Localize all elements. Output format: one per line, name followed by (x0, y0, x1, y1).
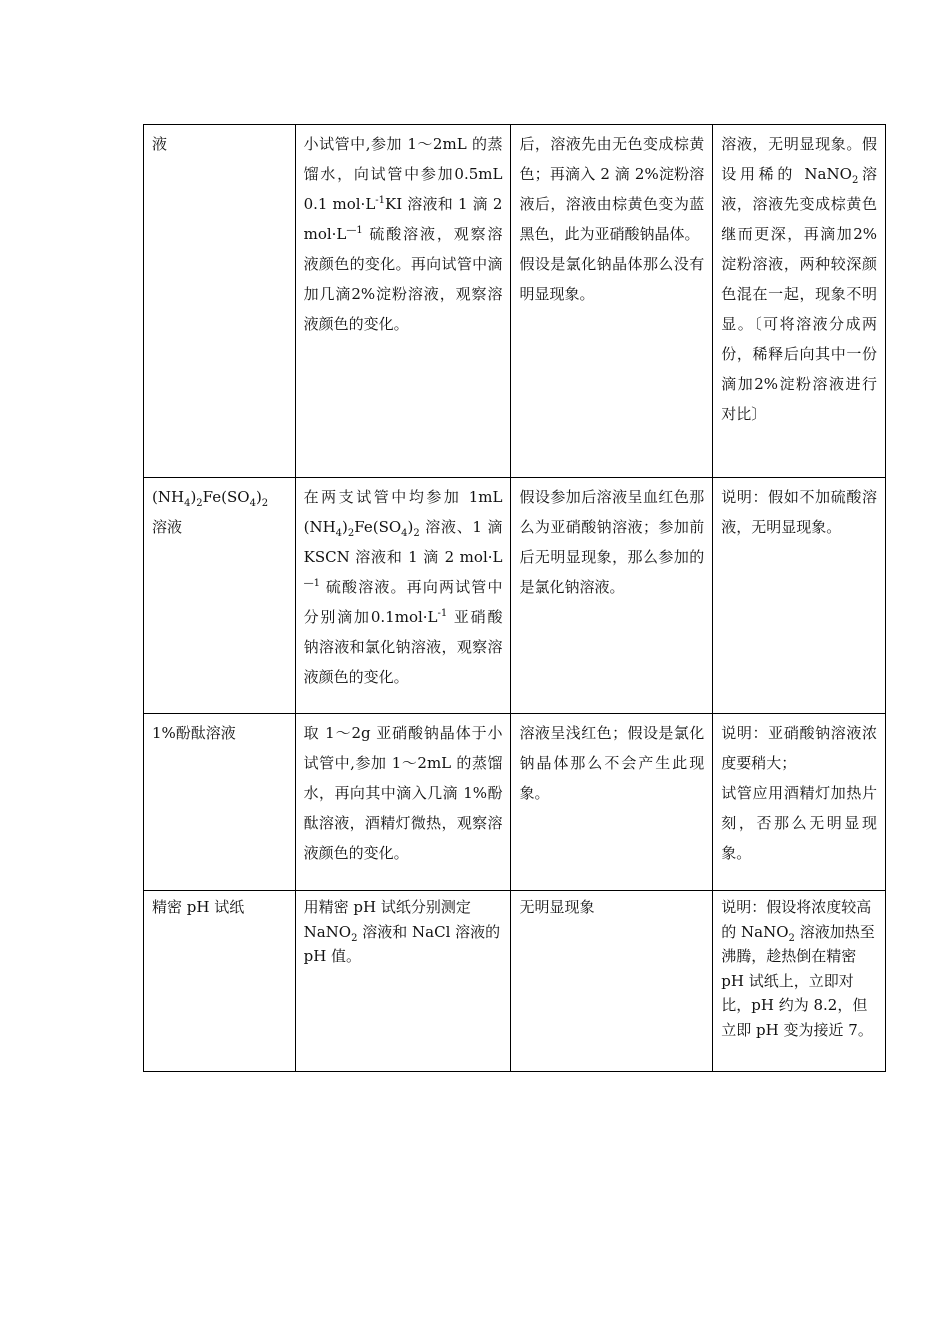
table-row (144, 478, 886, 714)
reagent-cell: 精密 pH 试纸 (144, 891, 296, 1072)
reagent-cell (144, 478, 296, 714)
table-row (144, 891, 886, 1072)
note-cell: 说明：亚硝酸钠溶液浓度要稍大； 试管应用酒精灯加热片刻，否那么无明显现象。 (713, 714, 886, 891)
reagent-cell: 液 (144, 125, 296, 478)
procedure-cell (295, 891, 511, 1072)
procedure-text: 小试管中,参加 1～2mL 的蒸馏水，向试管中参加0.5mL 0.1 $mol\cdot L^{-1}KI$ 溶液和 1 滴 2 $mol\cdot L^{—1}$ 硫酸溶液，观察溶液颜色的变化。再向试管中滴加几滴2%淀粉溶液，观察溶液颜色的变化。 (303, 135, 503, 333)
table-row (144, 125, 886, 478)
phenomenon-cell: 无明显现象 (511, 891, 713, 1072)
experiment-table (143, 124, 886, 1072)
note-cell (713, 125, 886, 478)
procedure-text: 在两支试管中均参加 1mL $(NH_4)_2Fe(SO_4)_2$ 溶液、1 滴 KSCN 溶液和 1 滴 2 $mol\cdot L^{—1}$ 硫酸溶液。再向两试管中分别滴加$0.1mol\cdot L^{-1}$ 亚硝酸钠溶液和氯化钠溶液，观察溶液颜色的变化。 (303, 488, 503, 686)
procedure-text: 用精密 pH 试纸分别测定 NaNO$_2$ 溶液和 NaCl 溶液的 pH 值。 (303, 898, 501, 965)
procedure-cell (295, 125, 511, 478)
procedure-cell: 取 1～2g 亚硝酸钠晶体于小试管中,参加 1～2mL 的蒸馏水，再向其中滴入几滴 1%酚酞溶液，酒精灯微热，观察溶液颜色的变化。 (295, 714, 511, 891)
phenomenon-cell: 假设参加后溶液呈血红色那么为亚硝酸钠溶液；参加前后无明显现象，那么参加的是氯化钠溶液。 (511, 478, 713, 714)
table-row (144, 714, 886, 891)
note-text: 溶液，无明显现象。假设用稀的 NaNO$_2$溶液，溶液先变成棕黄色继而更深，再滴加2%淀粉溶液，两种较深颜色混在一起，现象不明显。〔可将溶液分成两份，稀释后向其中一份滴加2%淀粉溶液进行对比〕 (721, 135, 877, 423)
procedure-cell (295, 478, 511, 714)
phenomenon-cell: 后，溶液先由无色变成棕黄色；再滴入 2 滴 2%淀粉溶液后，溶液由棕黄色变为蓝黑色，此为亚硝酸钠晶体。 假设是氯化钠晶体那么没有明显现象。 (511, 125, 713, 478)
note-cell (713, 891, 886, 1072)
reagent-cell: 1%酚酞溶液 (144, 714, 296, 891)
reagent-text: $(NH_4)_2Fe(SO_4)_2$ 溶液 (152, 488, 269, 536)
phenomenon-cell: 溶液呈浅红色；假设是氯化钠晶体那么不会产生此现象。 (511, 714, 713, 891)
note-cell: 说明：假如不加硫酸溶液，无明显现象。 (713, 478, 886, 714)
note-text: 说明：假设将浓度较高的 NaNO$_2$ 溶液加热至沸腾，趁热倒在精密 pH 试纸上，立即对比，pH 约为 8.2，但立即 pH 变为接近 7。 (721, 898, 875, 1039)
